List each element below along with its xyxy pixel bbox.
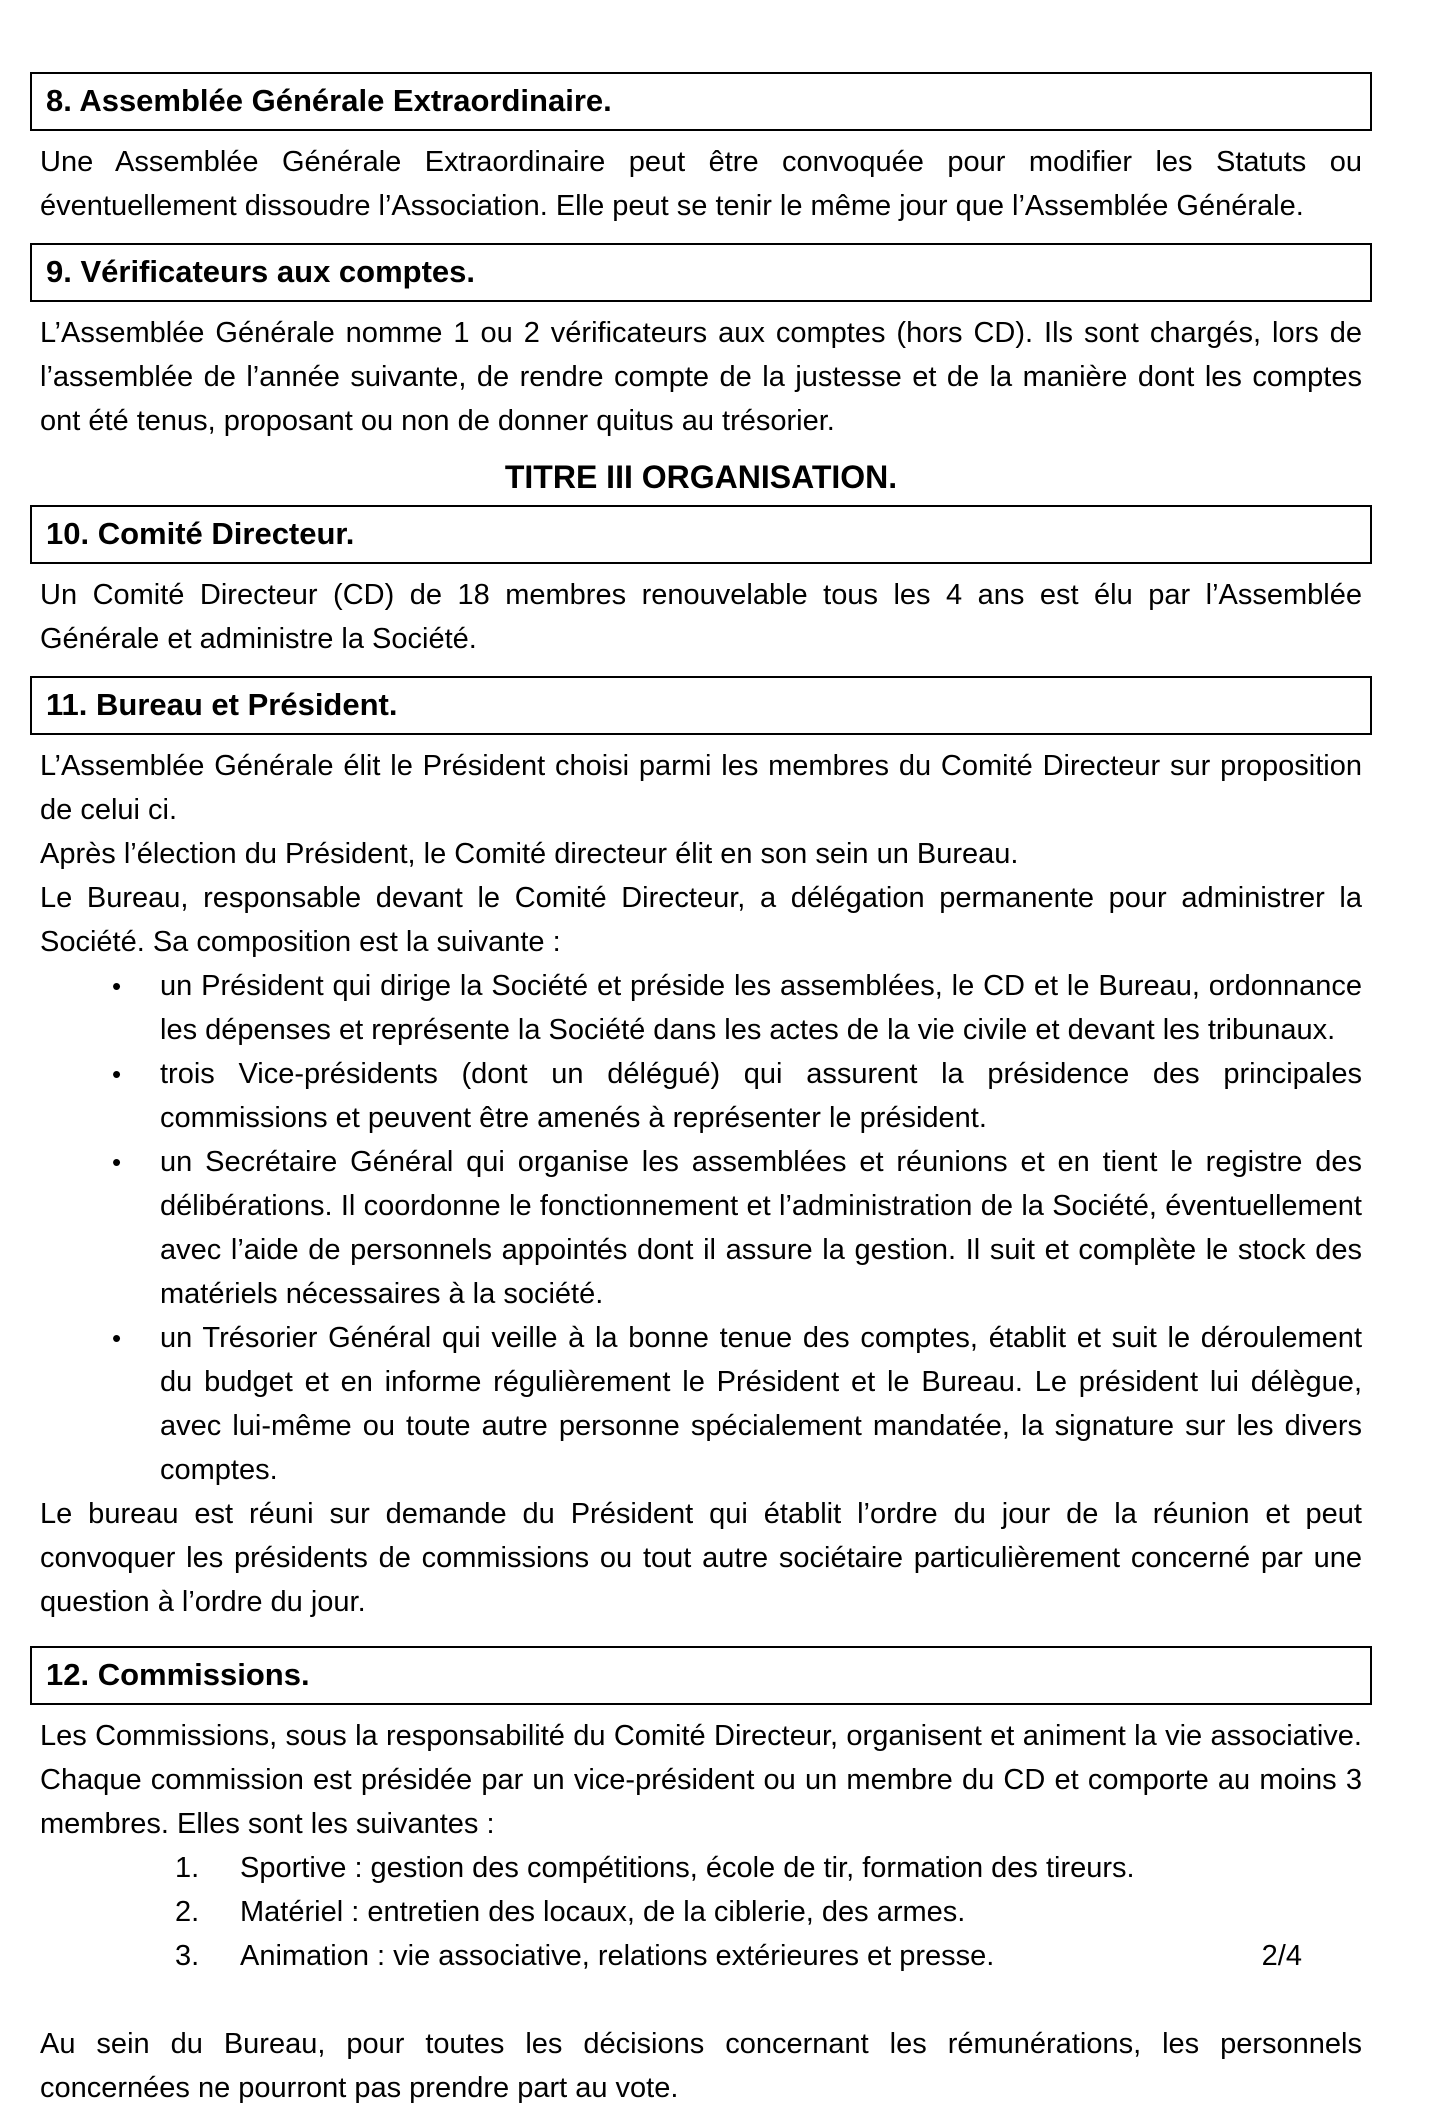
item-text: Sportive : gestion des compétitions, école de tir, formation des tireurs. — [240, 1852, 1135, 1884]
bullet-icon: • — [112, 1323, 122, 1353]
page-number: 2/4 — [1261, 1940, 1302, 1972]
list-item-president — [40, 964, 1362, 1052]
numbered-item-materiel — [40, 1890, 1362, 1934]
section-8-heading: 8. Assemblée Générale Extraordinaire. — [30, 72, 1372, 131]
section-10-heading: 10. Comité Directeur. — [30, 505, 1372, 564]
section-11-paragraph-2: Après l’élection du Président, le Comité directeur élit en son sein un Bureau. — [40, 838, 1019, 870]
list-item-secretaire-general — [40, 1140, 1362, 1316]
section-11-paragraph-1: L’Assemblée Générale élit le Président choisi parmi les membres du Comité Directeur sur proposition de celui ci. — [40, 750, 1362, 826]
numbered-item-animation — [40, 1934, 1362, 1978]
bullet-text: un Président qui dirige la Société et préside les assemblées, le CD et le Bureau, ordonnance les dépenses et représente la Société dans les actes de la vie civile et devant les tribunaux. — [160, 970, 1362, 1046]
item-number: 1. — [175, 1852, 200, 1884]
section-11-paragraph-4: Le bureau est réuni sur demande du Président qui établit l’ordre du jour de la réunion et peut convoquer les présidents de commissions ou tout autre sociétaire particulièrement concerné par une question à l’ordre du jour. — [40, 1498, 1362, 1618]
item-number: 2. — [175, 1896, 200, 1928]
section-8-paragraph: Une Assemblée Générale Extraordinaire peut être convoquée pour modifier les Statuts ou éventuellement dissoudre l’Association. Elle peut se tenir le même jour que l’Assemblée Générale. — [40, 146, 1362, 222]
section-10-paragraph: Un Comité Directeur (CD) de 18 membres renouvelable tous les 4 ans est élu par l’Assemblée Générale et administre la Société. — [40, 579, 1362, 655]
bullet-text: trois Vice-présidents (dont un délégué) qui assurent la présidence des principales commissions et peuvent être amenés à représenter le président. — [160, 1058, 1362, 1134]
section-9-heading: 9. Vérificateurs aux comptes. — [30, 243, 1372, 302]
bullet-text: un Secrétaire Général qui organise les assemblées et réunions et en tient le registre des délibérations. Il coordonne le fonctionnement et l’administration de la Société, éventuellement avec l’aide de personnels appointés dont il assure la gestion. Il suit et complète le stock des matériels nécessaires à la société. — [160, 1146, 1362, 1310]
item-number: 3. — [175, 1940, 200, 1972]
section-11-paragraph-3: Le Bureau, responsable devant le Comité Directeur, a délégation permanente pour administrer la Société. Sa composition est la suivante : — [40, 882, 1362, 958]
section-12-paragraph: Les Commissions, sous la responsabilité du Comité Directeur, organisent et animent la vie associative. Chaque commission est présidée par un vice-président ou un membre du CD et comporte au moins 3 membres. Elles sont les suivantes : — [40, 1720, 1362, 1840]
item-text: Animation : vie associative, relations extérieures et presse. — [240, 1940, 995, 1972]
title-titre-iii: TITRE III ORGANISATION. — [504, 459, 898, 495]
list-item-tresorier-general — [40, 1316, 1362, 1492]
bullet-icon: • — [112, 1147, 122, 1177]
section-9-paragraph: L’Assemblée Générale nomme 1 ou 2 vérificateurs aux comptes (hors CD). Ils sont chargés, lors de l’assemblée de l’année suivante, de rendre compte de la justesse et de la manière dont les comptes ont été tenus, proposant ou non de donner quitus au trésorier. — [40, 317, 1362, 437]
numbered-item-sportive — [40, 1846, 1362, 1890]
section-12-heading: 12. Commissions. — [30, 1646, 1372, 1705]
item-text: Matériel : entretien des locaux, de la ciblerie, des armes. — [240, 1896, 966, 1928]
section-11-heading: 11. Bureau et Président. — [30, 676, 1372, 735]
bullet-icon: • — [112, 971, 122, 1001]
bullet-icon: • — [112, 1059, 122, 1089]
section-12-closing-paragraph: Au sein du Bureau, pour toutes les décisions concernant les rémunérations, les personnels concernées ne pourront pas prendre part au vote. — [40, 2028, 1362, 2104]
list-item-vice-presidents — [40, 1052, 1362, 1140]
bullet-text: un Trésorier Général qui veille à la bonne tenue des comptes, établit et suit le déroulement du budget et en informe régulièrement le Président et le Bureau. Le président lui délègue, avec lui-même ou toute autre personne spécialement mandatée, la signature sur les divers comptes. — [160, 1322, 1362, 1486]
